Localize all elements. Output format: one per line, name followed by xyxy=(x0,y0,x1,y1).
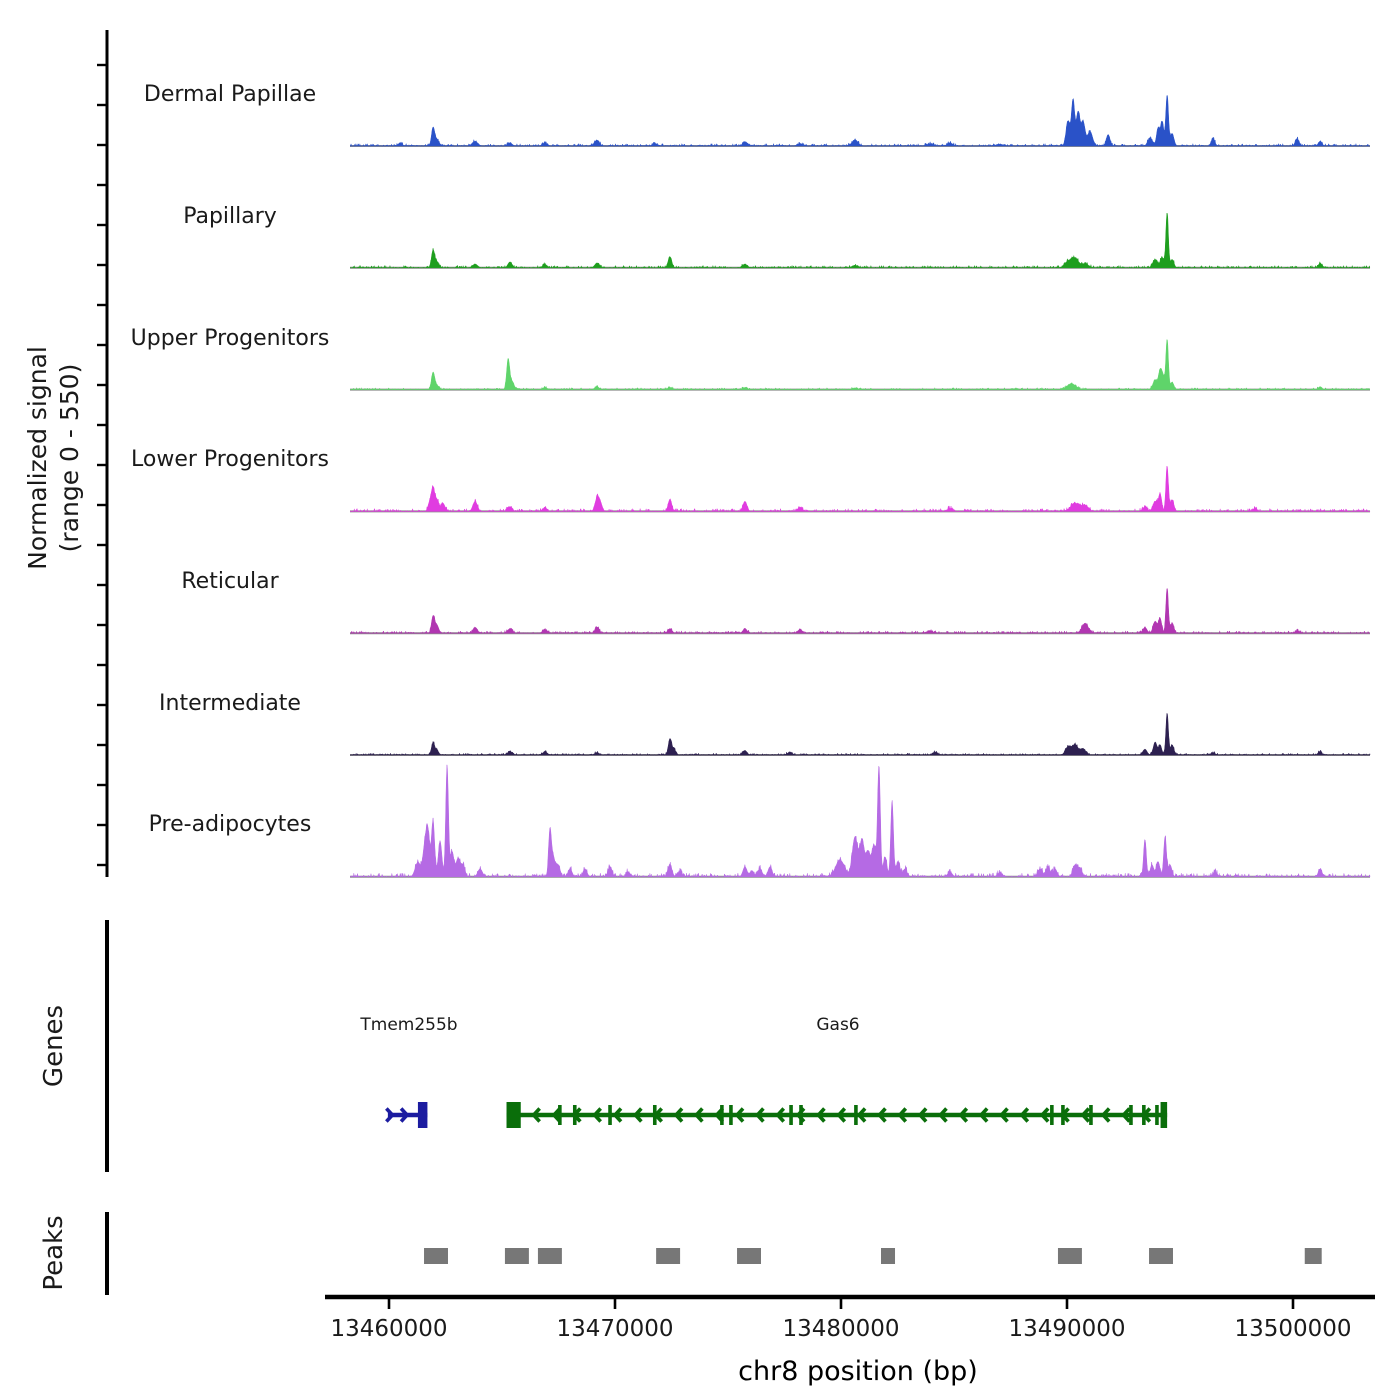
gene-exon-tick xyxy=(729,1105,733,1125)
gene-exon-tick xyxy=(1129,1105,1133,1125)
peak-interval xyxy=(505,1248,529,1264)
x-tick-label: 13460000 xyxy=(330,1316,448,1342)
gene-exon-tick xyxy=(608,1105,612,1125)
peak-interval-boxes xyxy=(424,1248,1322,1264)
signal-area-upper-progenitors xyxy=(350,340,1370,390)
signal-area-intermediate xyxy=(350,713,1370,755)
gene-exon-tick xyxy=(1089,1105,1093,1125)
x-tick-label: 13500000 xyxy=(1234,1316,1352,1342)
peak-interval xyxy=(1058,1248,1082,1264)
gene-exon-tick xyxy=(1050,1105,1054,1125)
peak-interval xyxy=(1149,1248,1173,1264)
peak-interval xyxy=(737,1248,761,1264)
peak-interval xyxy=(424,1248,448,1264)
peak-interval xyxy=(656,1248,680,1264)
peaks-section-label: Peaks xyxy=(39,1215,69,1291)
gene-exon-tick xyxy=(1155,1105,1159,1125)
track-label-papillary: Papillary xyxy=(183,204,277,229)
peak-interval xyxy=(538,1248,562,1264)
gene-exon-tick xyxy=(789,1105,793,1125)
gene-glyphs xyxy=(386,1102,1167,1128)
x-axis xyxy=(325,1297,1375,1342)
gene-exon-block xyxy=(418,1102,427,1128)
y-axis-label-line2: (range 0 - 550) xyxy=(55,363,84,553)
gene-label-gas6: Gas6 xyxy=(816,1015,860,1035)
signal-area-papillary xyxy=(350,213,1370,268)
peak-interval xyxy=(881,1248,895,1264)
y-axis-label-line1: Normalized signal xyxy=(23,346,52,570)
track-label-pre-adipocytes: Pre-adipocytes xyxy=(148,812,312,837)
gene-exon-block xyxy=(1161,1102,1168,1128)
track-label-lower-progenitors: Lower Progenitors xyxy=(131,447,329,472)
gene-gas6 xyxy=(507,1102,1168,1128)
gene-tmem255b xyxy=(386,1102,427,1128)
x-tick-label: 13490000 xyxy=(1008,1316,1126,1342)
track-label-dermal-papillae: Dermal Papillae xyxy=(143,82,317,107)
genes-section-label: Genes xyxy=(39,1004,69,1088)
track-label-intermediate: Intermediate xyxy=(159,691,301,716)
gene-label-tmem255b: Tmem255b xyxy=(360,1015,458,1035)
signal-y-axis xyxy=(97,30,107,877)
peak-interval xyxy=(1305,1248,1322,1264)
track-label-upper-progenitors: Upper Progenitors xyxy=(130,326,330,351)
signal-area-reticular xyxy=(350,589,1370,634)
signal-area-dermal-papillae xyxy=(350,96,1370,147)
signal-area-pre-adipocytes xyxy=(350,765,1370,877)
signal-area-lower-progenitors xyxy=(350,466,1370,511)
x-tick-label: 13470000 xyxy=(556,1316,674,1342)
signal-tracks xyxy=(350,96,1370,877)
x-tick-label: 13480000 xyxy=(782,1316,900,1342)
x-axis-title: chr8 position (bp) xyxy=(738,1356,978,1387)
track-label-reticular: Reticular xyxy=(181,569,279,594)
gene-exon-block xyxy=(507,1102,521,1128)
